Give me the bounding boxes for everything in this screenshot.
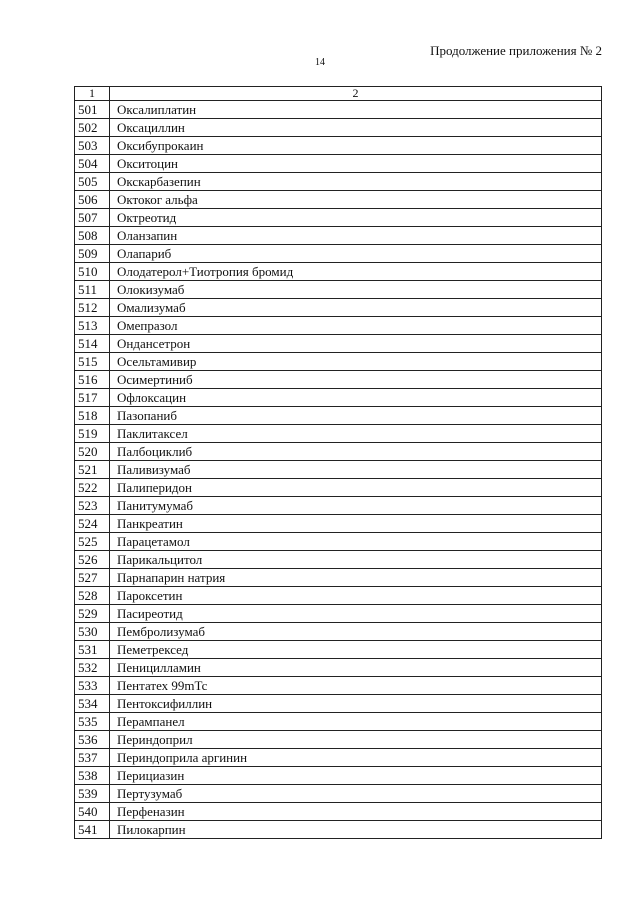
drug-name: Осимертиниб (110, 371, 602, 389)
table-row (75, 785, 602, 803)
table-row (75, 317, 602, 335)
drug-name: Олокизумаб (110, 281, 602, 299)
row-number: 533 (75, 677, 110, 695)
table-row (75, 155, 602, 173)
row-number: 537 (75, 749, 110, 767)
drug-name: Октреотид (110, 209, 602, 227)
table-row (75, 407, 602, 425)
row-number: 539 (75, 785, 110, 803)
table-row (75, 533, 602, 551)
table-row (75, 587, 602, 605)
drug-table (74, 86, 602, 839)
table-row (75, 461, 602, 479)
drug-name: Пароксетин (110, 587, 602, 605)
row-number: 514 (75, 335, 110, 353)
table-row (75, 425, 602, 443)
drug-name: Периндоприл (110, 731, 602, 749)
table-row (75, 443, 602, 461)
table-body (75, 87, 602, 839)
drug-name: Паливизумаб (110, 461, 602, 479)
table-row (75, 659, 602, 677)
continuation-heading: Продолжение приложения № 2 (430, 43, 602, 58)
table-row (75, 677, 602, 695)
row-number: 508 (75, 227, 110, 245)
row-number: 531 (75, 641, 110, 659)
row-number: 507 (75, 209, 110, 227)
row-number: 522 (75, 479, 110, 497)
drug-name: Паклитаксел (110, 425, 602, 443)
drug-name: Оксациллин (110, 119, 602, 137)
row-number: 503 (75, 137, 110, 155)
table-row (75, 623, 602, 641)
table-row (75, 389, 602, 407)
table-row (75, 227, 602, 245)
row-number: 541 (75, 821, 110, 839)
page-number: 14 (315, 57, 325, 68)
table-row (75, 605, 602, 623)
table-row (75, 641, 602, 659)
drug-name: Парнапарин натрия (110, 569, 602, 587)
table-row (75, 497, 602, 515)
table-row (75, 479, 602, 497)
drug-name: Пазопаниб (110, 407, 602, 425)
table-row (75, 335, 602, 353)
row-number: 516 (75, 371, 110, 389)
table-row (75, 695, 602, 713)
drug-name: Пентатех 99mTc (110, 677, 602, 695)
row-number: 517 (75, 389, 110, 407)
drug-name: Перфеназин (110, 803, 602, 821)
row-number: 523 (75, 497, 110, 515)
drug-name: Пертузумаб (110, 785, 602, 803)
table-row (75, 299, 602, 317)
row-number: 506 (75, 191, 110, 209)
table-row (75, 821, 602, 839)
table-row (75, 803, 602, 821)
drug-name: Омепразол (110, 317, 602, 335)
table-row (75, 281, 602, 299)
column-header-name: 2 (110, 87, 602, 101)
row-number: 519 (75, 425, 110, 443)
drug-name: Оксалиплатин (110, 101, 602, 119)
drug-name: Периндоприла аргинин (110, 749, 602, 767)
table-row (75, 767, 602, 785)
drug-name: Перициазин (110, 767, 602, 785)
row-number: 509 (75, 245, 110, 263)
row-number: 532 (75, 659, 110, 677)
drug-name: Перампанел (110, 713, 602, 731)
row-number: 538 (75, 767, 110, 785)
table-row (75, 371, 602, 389)
row-number: 518 (75, 407, 110, 425)
row-number: 510 (75, 263, 110, 281)
drug-name: Пеметрексед (110, 641, 602, 659)
row-number: 529 (75, 605, 110, 623)
drug-name: Окскарбазепин (110, 173, 602, 191)
table-row (75, 263, 602, 281)
drug-name: Ондансетрон (110, 335, 602, 353)
drug-name: Офлоксацин (110, 389, 602, 407)
row-number: 511 (75, 281, 110, 299)
table-row (75, 137, 602, 155)
row-number: 520 (75, 443, 110, 461)
table-row (75, 731, 602, 749)
column-header-number: 1 (75, 87, 110, 101)
row-number: 535 (75, 713, 110, 731)
drug-name: Пасиреотид (110, 605, 602, 623)
table-row (75, 101, 602, 119)
table-row (75, 245, 602, 263)
drug-name: Парацетамол (110, 533, 602, 551)
table-row (75, 209, 602, 227)
row-number: 512 (75, 299, 110, 317)
row-number: 521 (75, 461, 110, 479)
row-number: 515 (75, 353, 110, 371)
row-number: 534 (75, 695, 110, 713)
drug-name: Панитумумаб (110, 497, 602, 515)
table-header-row (75, 87, 602, 101)
drug-name: Олодатерол+Тиотропия бромид (110, 263, 602, 281)
drug-name: Пеницилламин (110, 659, 602, 677)
row-number: 524 (75, 515, 110, 533)
drug-name: Пентоксифиллин (110, 695, 602, 713)
table-row (75, 353, 602, 371)
table-row (75, 515, 602, 533)
row-number: 505 (75, 173, 110, 191)
row-number: 528 (75, 587, 110, 605)
row-number: 504 (75, 155, 110, 173)
drug-name: Омализумаб (110, 299, 602, 317)
row-number: 527 (75, 569, 110, 587)
drug-name: Октоког альфа (110, 191, 602, 209)
table-row (75, 749, 602, 767)
drug-name: Осельтамивир (110, 353, 602, 371)
row-number: 501 (75, 101, 110, 119)
drug-name: Оксибупрокаин (110, 137, 602, 155)
table-row (75, 569, 602, 587)
drug-name: Пилокарпин (110, 821, 602, 839)
table-row (75, 551, 602, 569)
row-number: 513 (75, 317, 110, 335)
drug-name: Пембролизумаб (110, 623, 602, 641)
row-number: 526 (75, 551, 110, 569)
drug-name: Палиперидон (110, 479, 602, 497)
table-row (75, 191, 602, 209)
drug-name: Панкреатин (110, 515, 602, 533)
row-number: 502 (75, 119, 110, 137)
row-number: 536 (75, 731, 110, 749)
table-row (75, 713, 602, 731)
row-number: 525 (75, 533, 110, 551)
table-row (75, 119, 602, 137)
drug-name: Олапариб (110, 245, 602, 263)
row-number: 530 (75, 623, 110, 641)
drug-name: Оланзапин (110, 227, 602, 245)
drug-name: Парикальцитол (110, 551, 602, 569)
drug-name: Окситоцин (110, 155, 602, 173)
drug-name: Палбоциклиб (110, 443, 602, 461)
row-number: 540 (75, 803, 110, 821)
table-row (75, 173, 602, 191)
